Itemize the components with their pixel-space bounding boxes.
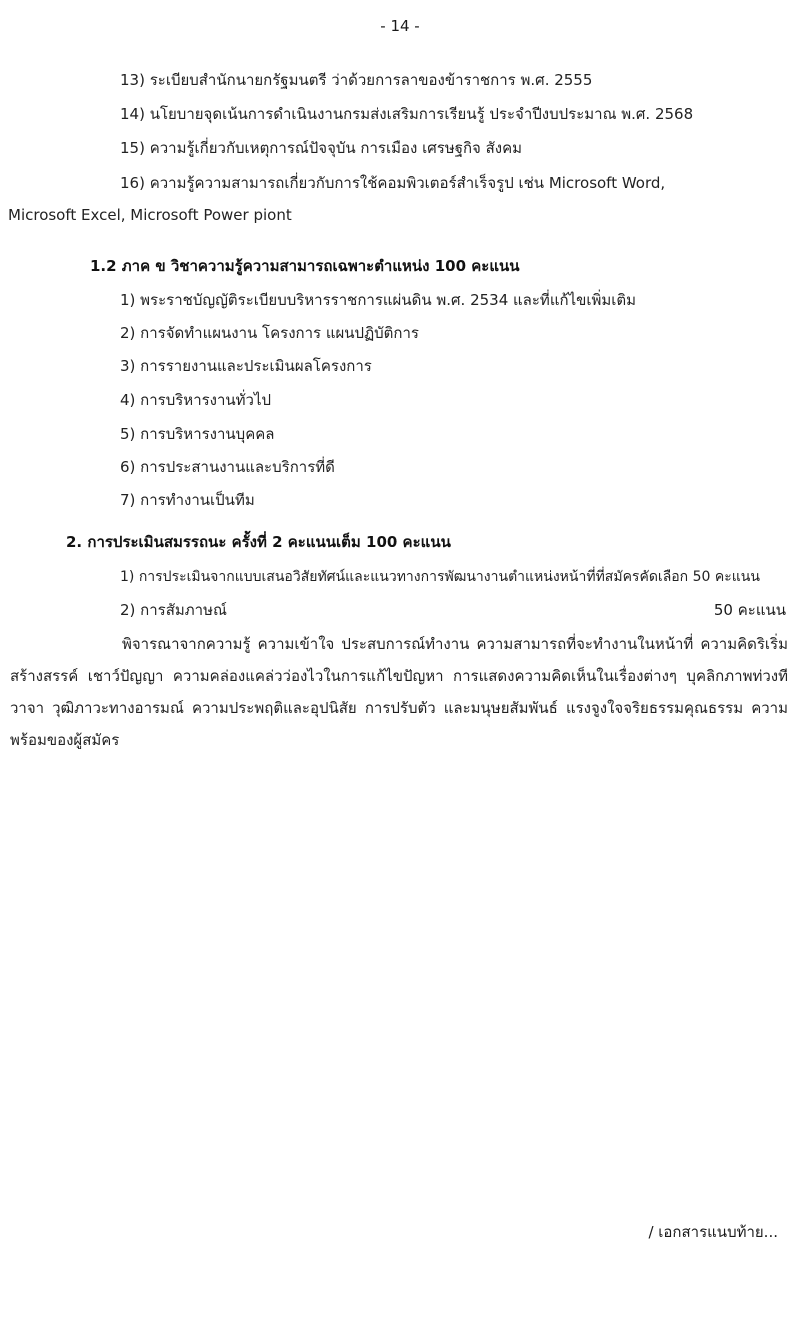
list-item: 4) การบริหารงานทั่วไป: [120, 391, 272, 409]
list-item: 13) ระเบียบสำนักนายกรัฐมนตรี ว่าด้วยการลาของข้าราชการ พ.ศ. 2555: [120, 71, 593, 89]
list-item: 5) การบริหารงานบุคคล: [120, 425, 275, 443]
list-item-continuation: Microsoft Excel, Microsoft Power piont: [8, 206, 292, 224]
list-item: 15) ความรู้เกี่ยวกับเหตุการณ์ปัจจุบัน การเมือง เศรษฐกิจ สังคม: [120, 139, 523, 157]
page-number: - 14 -: [380, 17, 420, 35]
list-item: 2) การจัดทำแผนงาน โครงการ แผนปฏิบัติการ: [120, 324, 419, 342]
list-item: 1) การประเมินจากแบบเสนอวิสัยทัศน์และแนวทางการพัฒนางานตำแหน่งหน้าที่ที่สมัครคัดเลือก 50 คะแนน: [120, 569, 760, 585]
list-item: 7) การทำงานเป็นทีม: [120, 491, 255, 509]
list-item: 2) การสัมภาษณ์: [120, 601, 227, 619]
list-item: 3) การรายงานและประเมินผลโครงการ: [120, 357, 372, 375]
list-item: 14) นโยบายจุดเน้นการดำเนินงานกรมส่งเสริมการเรียนรู้ ประจำปีงบประมาณ พ.ศ. 2568: [120, 105, 694, 123]
list-item: 16) ความรู้ความสามารถเกี่ยวกับการใช้คอมพิวเตอร์สำเร็จรูป เช่น Microsoft Word,: [120, 174, 666, 192]
evaluation-paragraph: พิจารณาจากความรู้ ความเข้าใจ ประสบการณ์ทำงาน ความสามารถที่จะทำงานในหน้าที่ ความคิดริเริ่มสร้างสรรค์ เชาว์ปัญญา ความคล่องแคล่วว่องไวในการแก้ไขปัญหา การแสดงความคิดเห็นในเรื่องต่างๆ บุคลิกภาพท่วงทีวาจา วุฒิภาวะทางอารมณ์ ความประพฤติและอุปนิสัย การปรับตัว และมนุษยสัมพันธ์ แรงจูงใจจริยธรรมคุณธรรม ความพร้อมของผู้สมัคร: [10, 635, 788, 749]
footer-note: / เอกสารแนบท้าย...: [648, 1223, 778, 1241]
section-heading-2: 2. การประเมินสมรรถนะ ครั้งที่ 2 คะแนนเต็ม 100 คะแนน: [66, 533, 451, 551]
section-heading-1-2: 1.2 ภาค ข วิชาความรู้ความสามารถเฉพาะตำแหน่ง 100 คะแนน: [90, 257, 520, 275]
score-value: 50 คะแนน: [713, 601, 786, 619]
list-item: 6) การประสานงานและบริการที่ดี: [120, 458, 335, 476]
list-item: 1) พระราชบัญญัติระเบียบบริหารราชการแผ่นดิน พ.ศ. 2534 และที่แก้ไขเพิ่มเติม: [120, 291, 637, 309]
